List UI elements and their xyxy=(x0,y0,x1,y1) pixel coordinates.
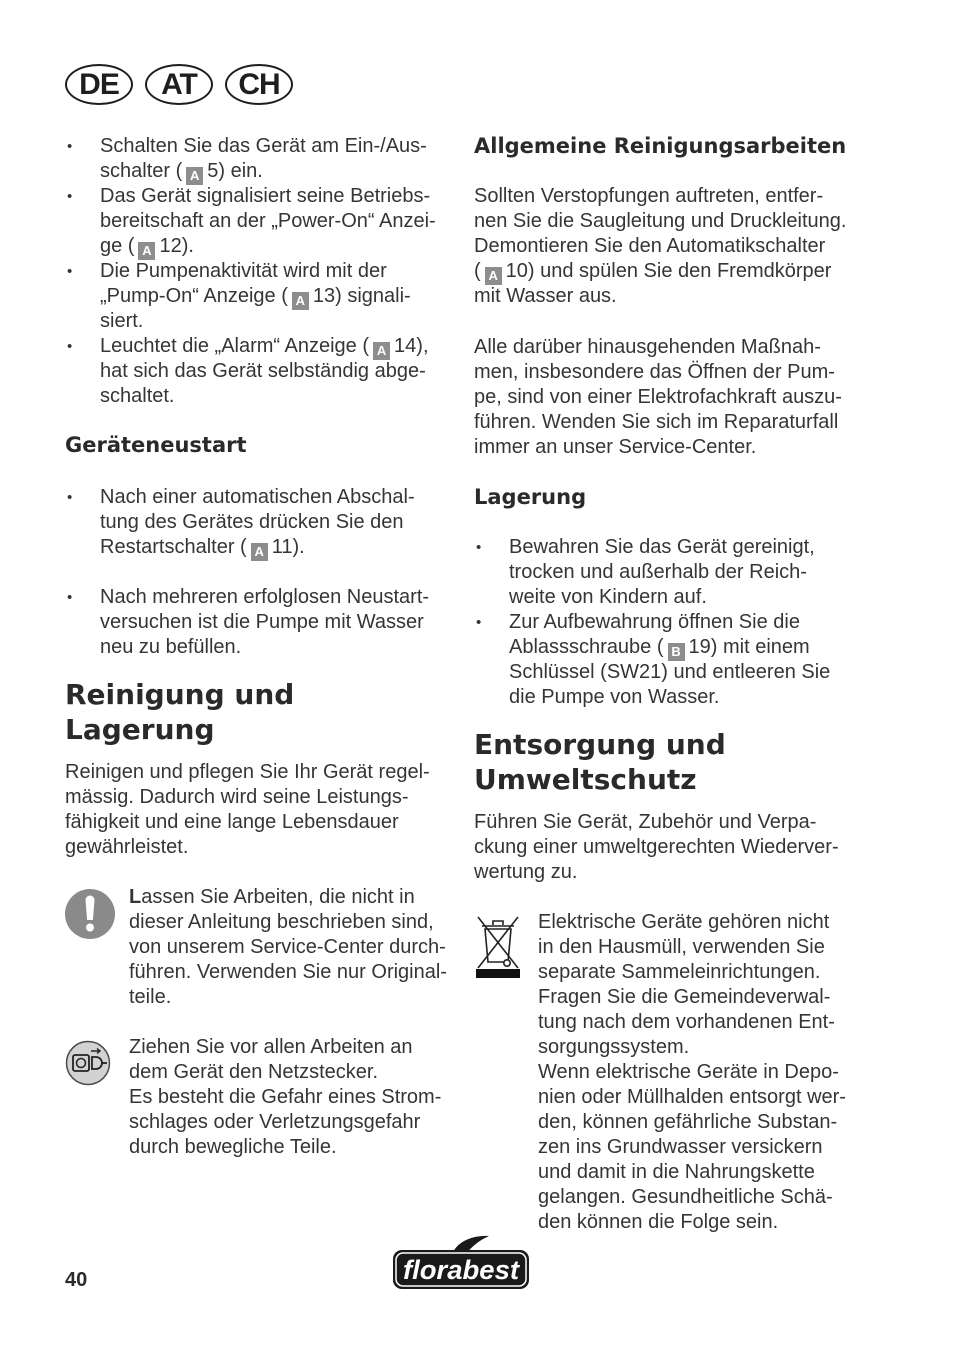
text-line: Nach mehreren erfolglosen Neustart- xyxy=(100,586,430,608)
list-item xyxy=(474,535,830,610)
text-segment: Restartschalter ( xyxy=(100,536,247,558)
country-badge-at: AT xyxy=(145,64,213,105)
text-line: Schalten Sie das Gerät am Ein-/Aus- xyxy=(100,135,427,157)
bullet: • xyxy=(476,614,482,631)
bullet: • xyxy=(67,188,73,205)
text-segment: Leuchtet die „Alarm“ Anzeige ( xyxy=(100,335,370,357)
text-segment: 13) signali- xyxy=(312,285,411,307)
text-segment: schalter ( xyxy=(100,160,183,182)
text-line: dem Gerät den Netzstecker. xyxy=(129,1061,379,1083)
text-line xyxy=(100,234,436,259)
weee-note xyxy=(538,910,846,1235)
text-line: Elektrische Geräte gehören nicht xyxy=(538,911,830,933)
text-line: Führen Sie Gerät, Zubehör und Verpa- xyxy=(474,811,817,833)
text-segment: „Pump-On“ Anzeige ( xyxy=(100,285,288,307)
text-line: schlages oder Verletzungsgefahr xyxy=(129,1111,421,1133)
figure-ref-badge: B xyxy=(668,643,685,661)
text-line: men, insbesondere das Öffnen der Pum- xyxy=(474,361,835,383)
section-heading-restart: Geräteneustart xyxy=(65,433,247,457)
text-line: nien oder Müllhalden entsorgt wer- xyxy=(538,1086,846,1108)
text-line: gelangen. Gesundheitliche Schä- xyxy=(538,1186,833,1208)
text-line: versuchen ist die Pumpe mit Wasser xyxy=(100,611,424,633)
section-title-cleaning xyxy=(65,677,294,747)
text-line: Reinigen und pflegen Sie Ihr Gerät regel- xyxy=(65,761,430,783)
text-line: weite von Kindern auf. xyxy=(509,586,707,608)
general-cleaning-paragraph xyxy=(474,184,846,309)
text-line: wertung zu. xyxy=(474,861,578,883)
section-heading-general-cleaning: Allgemeine Reinigungsarbeiten xyxy=(474,134,847,158)
text-segment: 19) mit einem xyxy=(688,636,810,658)
text-line: zen ins Grundwasser versickern xyxy=(538,1136,823,1158)
text-line: Das Gerät signalisiert seine Betriebs- xyxy=(100,185,431,207)
text-segment: ( xyxy=(474,260,481,282)
text-segment: ge ( xyxy=(100,235,135,257)
title-line: Entsorgung und xyxy=(474,728,726,761)
text-segment: 10) und spülen Sie den Fremdkörper xyxy=(505,260,832,282)
text-line: separate Sammeleinrichtungen. xyxy=(538,961,821,983)
text-line: siert. xyxy=(100,310,144,332)
text-line xyxy=(100,284,436,309)
unplug-icon xyxy=(65,1040,111,1086)
text-line: sorgungssystem. xyxy=(538,1036,690,1058)
bullet: • xyxy=(67,589,73,606)
figure-ref-badge: A xyxy=(186,167,203,185)
page-number: 40 xyxy=(65,1269,88,1291)
text-line: Es besteht die Gefahr eines Strom- xyxy=(129,1086,442,1108)
text-line: führen. Verwenden Sie nur Original- xyxy=(129,961,447,983)
logo-wordmark: florabest xyxy=(403,1255,521,1285)
text-line: führen. Wenden Sie sich im Reparaturfall xyxy=(474,411,839,433)
figure-ref-badge: A xyxy=(292,292,309,310)
text-line: von unserem Service-Center durch- xyxy=(129,936,446,958)
list-item xyxy=(474,610,830,710)
text-line: in den Hausmüll, verwenden Sie xyxy=(538,936,825,958)
section-heading-storage: Lagerung xyxy=(474,485,587,509)
text-line: dieser Anleitung beschrieben sind, xyxy=(129,911,434,933)
text-line: gewährleistet. xyxy=(65,836,189,858)
exclamation-icon xyxy=(65,889,115,939)
text-line: Alle darüber hinausgehenden Maßnah- xyxy=(474,336,821,358)
storage-list xyxy=(474,535,830,710)
text-segment: 11). xyxy=(271,536,305,558)
text-line: fähigkeit und eine lange Lebensdauer xyxy=(65,811,399,833)
text-segment: Ablassschraube ( xyxy=(509,636,664,658)
text-line: Schlüssel (SW21) und entleeren Sie xyxy=(509,661,831,683)
text-line xyxy=(129,885,447,910)
text-line: Ziehen Sie vor allen Arbeiten an xyxy=(129,1036,413,1058)
text-line: mässig. Dadurch wird seine Leistungs- xyxy=(65,786,409,808)
text-line xyxy=(509,635,830,660)
section-title-disposal xyxy=(474,727,726,797)
brand-logo xyxy=(392,1234,530,1290)
text-line: und damit in die Nahrungskette xyxy=(538,1161,815,1183)
text-line: Zur Aufbewahrung öffnen Sie die xyxy=(509,611,800,633)
text-line: ckung einer umweltgerechten Wiederver- xyxy=(474,836,839,858)
text-line xyxy=(100,535,429,560)
figure-ref-badge: A xyxy=(485,267,502,285)
restart-list xyxy=(65,485,429,660)
title-line: Reinigung und xyxy=(65,678,295,711)
text-line: Wenn elektrische Geräte in Depo- xyxy=(538,1061,839,1083)
text-line: tung des Gerätes drücken Sie den xyxy=(100,511,404,533)
text-segment: 12). xyxy=(159,235,194,257)
list-item xyxy=(65,485,429,560)
text-line: tung nach dem vorhandenen Ent- xyxy=(538,1011,835,1033)
text-line: den können die Folge sein. xyxy=(538,1211,779,1233)
text-line: hat sich das Gerät selbständig abge- xyxy=(100,360,426,382)
repair-paragraph xyxy=(474,335,842,460)
disposal-intro-paragraph xyxy=(474,810,839,885)
bullet: • xyxy=(67,489,73,506)
text-line xyxy=(100,334,436,359)
text-line: Nach einer automatischen Abschal- xyxy=(100,486,415,508)
unplug-note xyxy=(129,1035,441,1160)
text-line: neu zu befüllen. xyxy=(100,636,242,658)
text-segment: 14), xyxy=(394,335,429,357)
title-line: Umweltschutz xyxy=(474,763,697,796)
initial-letter: L xyxy=(129,886,142,908)
text-line: mit Wasser aus. xyxy=(474,285,617,307)
country-badge-ch: CH xyxy=(225,64,293,105)
list-item xyxy=(65,184,436,259)
title-line: Lagerung xyxy=(65,713,215,746)
country-badge-de: DE xyxy=(65,64,133,105)
text-line: Sollten Verstopfungen auftreten, entfer- xyxy=(474,185,824,207)
text-segment: 5) ein. xyxy=(207,160,263,182)
text-line: schaltet. xyxy=(100,385,175,407)
text-line: die Pumpe von Wasser. xyxy=(509,686,720,708)
list-item xyxy=(65,134,436,184)
crossed-out-bin-icon xyxy=(475,914,521,980)
list-item xyxy=(65,259,436,334)
text-line: teile. xyxy=(129,986,172,1008)
bullet: • xyxy=(67,338,73,355)
text-line: bereitschaft an der „Power-On“ Anzei- xyxy=(100,210,436,232)
text-line xyxy=(474,259,846,284)
figure-ref-badge: A xyxy=(251,543,268,561)
bullet: • xyxy=(67,138,73,155)
text-line: immer an unser Service-Center. xyxy=(474,436,757,458)
text-line: trocken und außerhalb der Reich- xyxy=(509,561,807,583)
figure-ref-badge: A xyxy=(138,242,155,260)
text-line: Die Pumpenaktivität wird mit der xyxy=(100,260,387,282)
bullet: • xyxy=(67,263,73,280)
text-segment: assen Sie Arbeiten, die nicht in xyxy=(141,886,415,908)
warning-note xyxy=(129,885,447,1010)
text-line: Demontieren Sie den Automatikschalter xyxy=(474,235,826,257)
figure-ref-badge: A xyxy=(373,342,390,360)
text-line: nen Sie die Saugleitung und Druckleitung. xyxy=(474,210,847,232)
text-line xyxy=(100,159,436,184)
text-line: Bewahren Sie das Gerät gereinigt, xyxy=(509,536,815,558)
text-line: Fragen Sie die Gemeindeverwal- xyxy=(538,986,831,1008)
list-item xyxy=(65,585,429,660)
text-line: den, können gefährliche Substan- xyxy=(538,1111,838,1133)
list-item xyxy=(65,334,436,409)
text-line: pe, sind von einer Elektrofachkraft auszu- xyxy=(474,386,842,408)
bullet: • xyxy=(476,539,482,556)
indicator-list xyxy=(65,134,436,409)
cleaning-intro-paragraph xyxy=(65,760,430,860)
text-line: durch bewegliche Teile. xyxy=(129,1136,337,1158)
